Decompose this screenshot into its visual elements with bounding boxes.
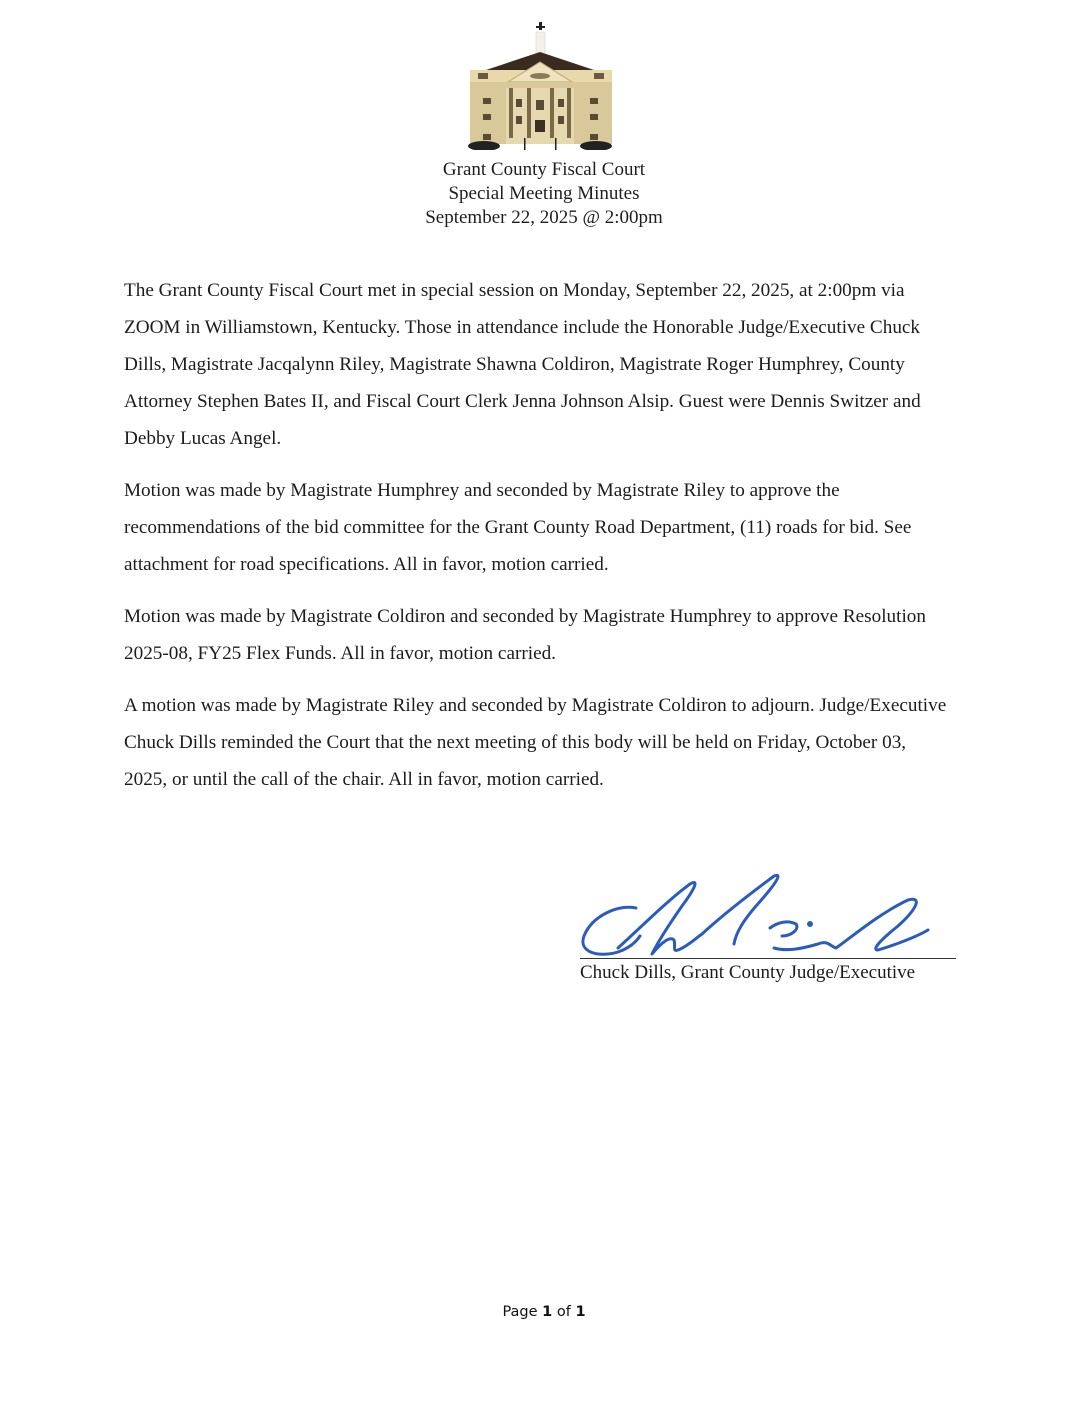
motion-resolution-paragraph: Motion was made by Magistrate Coldiron and seconded by Magistrate Humphrey to approve Resolution 2025-08, FY25 Flex Funds. All in favor, motion carried. — [124, 606, 926, 664]
page-of-label: of — [556, 1304, 571, 1320]
minutes-body — [124, 272, 954, 813]
adjournment-paragraph: A motion was made by Magistrate Riley and seconded by Magistrate Coldiron to adjourn. Judge/Executive Chuck Dills reminded the Court that the next meeting of this body will be held on Friday, October 03, 2025, or until the call of the chair. All in favor, motion carried. — [124, 695, 947, 790]
page-total: 1 — [575, 1304, 586, 1320]
courthouse-icon — [466, 22, 616, 150]
signature-line — [580, 958, 956, 959]
page-number — [0, 1304, 1088, 1320]
motion-road-bids-paragraph: Motion was made by Magistrate Humphrey and seconded by Magistrate Riley to approve the recommendations of the bid committee for the Grant County Road Department, (11) roads for bid. See attachment for road specifications. All in favor, motion carried. — [124, 480, 912, 575]
organization-name: Grant County Fiscal Court — [442, 159, 646, 180]
page-current: 1 — [542, 1304, 553, 1320]
signatory-name: Chuck Dills, Grant County Judge/Executive — [580, 962, 916, 983]
document-title: Special Meeting Minutes — [448, 183, 640, 204]
attendance-paragraph: The Grant County Fiscal Court met in special session on Monday, September 22, 2025, at 2:00pm via ZOOM in Williamstown, Kentucky. Those in attendance include the Honorable Judge/Executive Chuck Dills, Magistrate Jacqalynn Riley, Magistrate Shawna Coldiron, Magistrate Roger Humphrey, County Attorney Stephen Bates II, and Fiscal Court Clerk Jenna Johnson Alsip. Guest were Dennis Switzer and Debby Lucas Angel. — [124, 280, 921, 449]
meeting-date: September 22, 2025 @ 2:00pm — [425, 207, 663, 228]
document-header — [0, 158, 1088, 230]
page-label: Page — [502, 1304, 538, 1320]
